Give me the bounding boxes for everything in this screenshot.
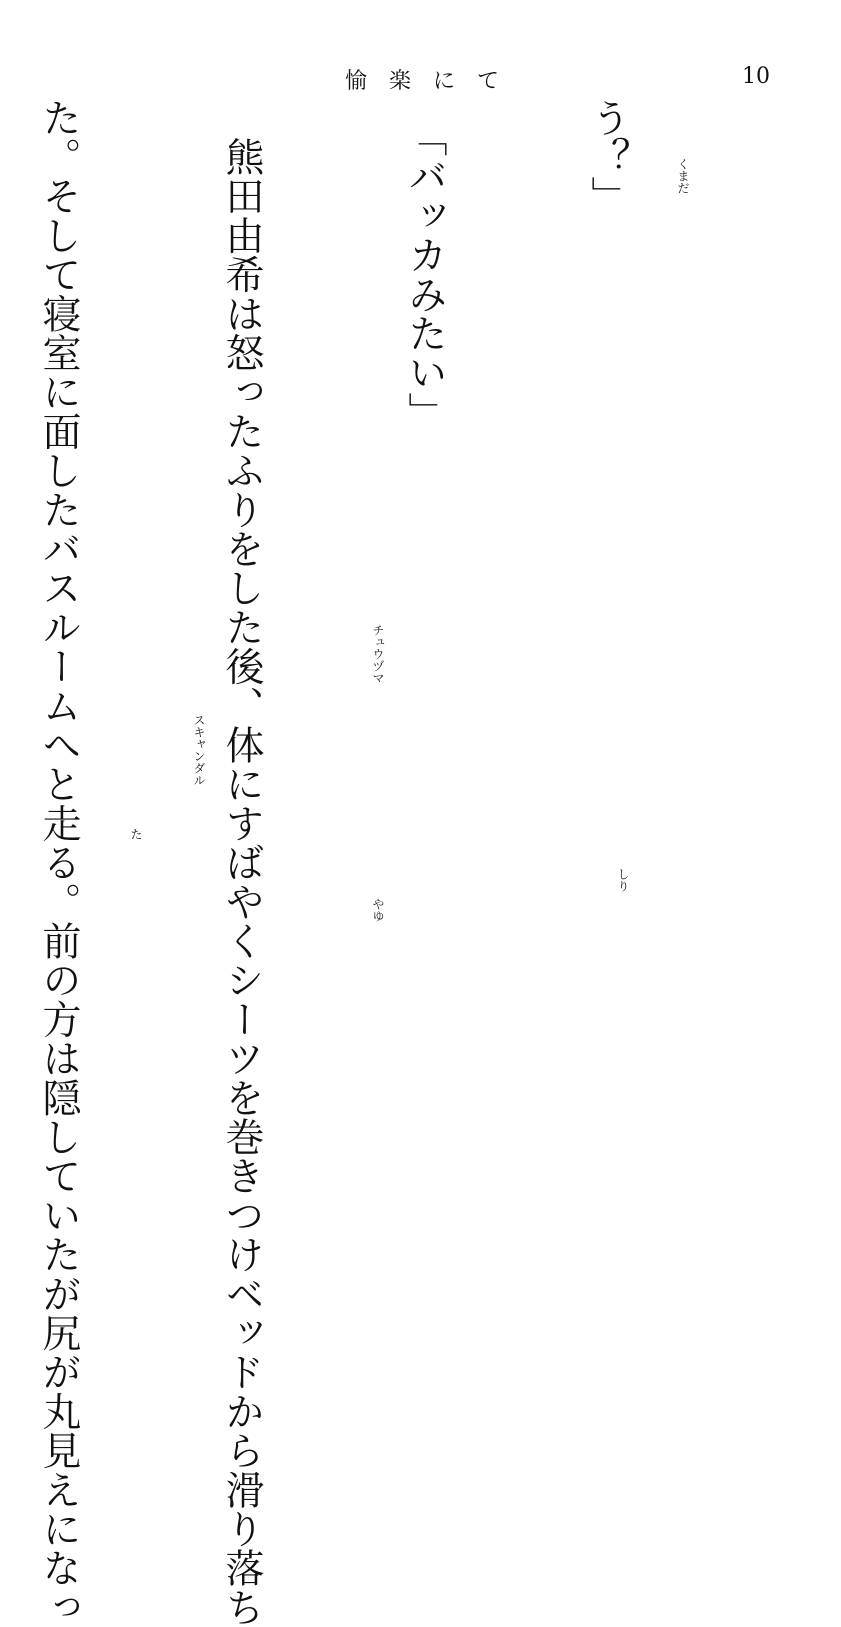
running-title: 愉楽にて (345, 69, 522, 94)
ruby-yayu: やゆ (371, 898, 385, 922)
text-line: た。そして寝室に面したバスルームへと走る。前の方は隠していたが尻が丸見えになっ (36, 98, 81, 1627)
text-line: 熊田由希は怒ったふりをした後、体にすばやくシーツを巻きつけベッドから滑り落ち (219, 98, 264, 1627)
ruby-scandal: スキャンダル (192, 714, 206, 786)
ruby-shiri: しり (616, 868, 630, 892)
body-text (36, 98, 760, 1627)
ruby-ta: た (129, 828, 143, 840)
text-line: 「バッカみたい」 (402, 98, 447, 432)
page-number: 10 (742, 64, 770, 89)
ruby-kumada: くまだ (676, 158, 690, 194)
text-line: う？」 (585, 98, 630, 216)
ruby-chuuzuma: チュウヅマ (371, 624, 385, 684)
